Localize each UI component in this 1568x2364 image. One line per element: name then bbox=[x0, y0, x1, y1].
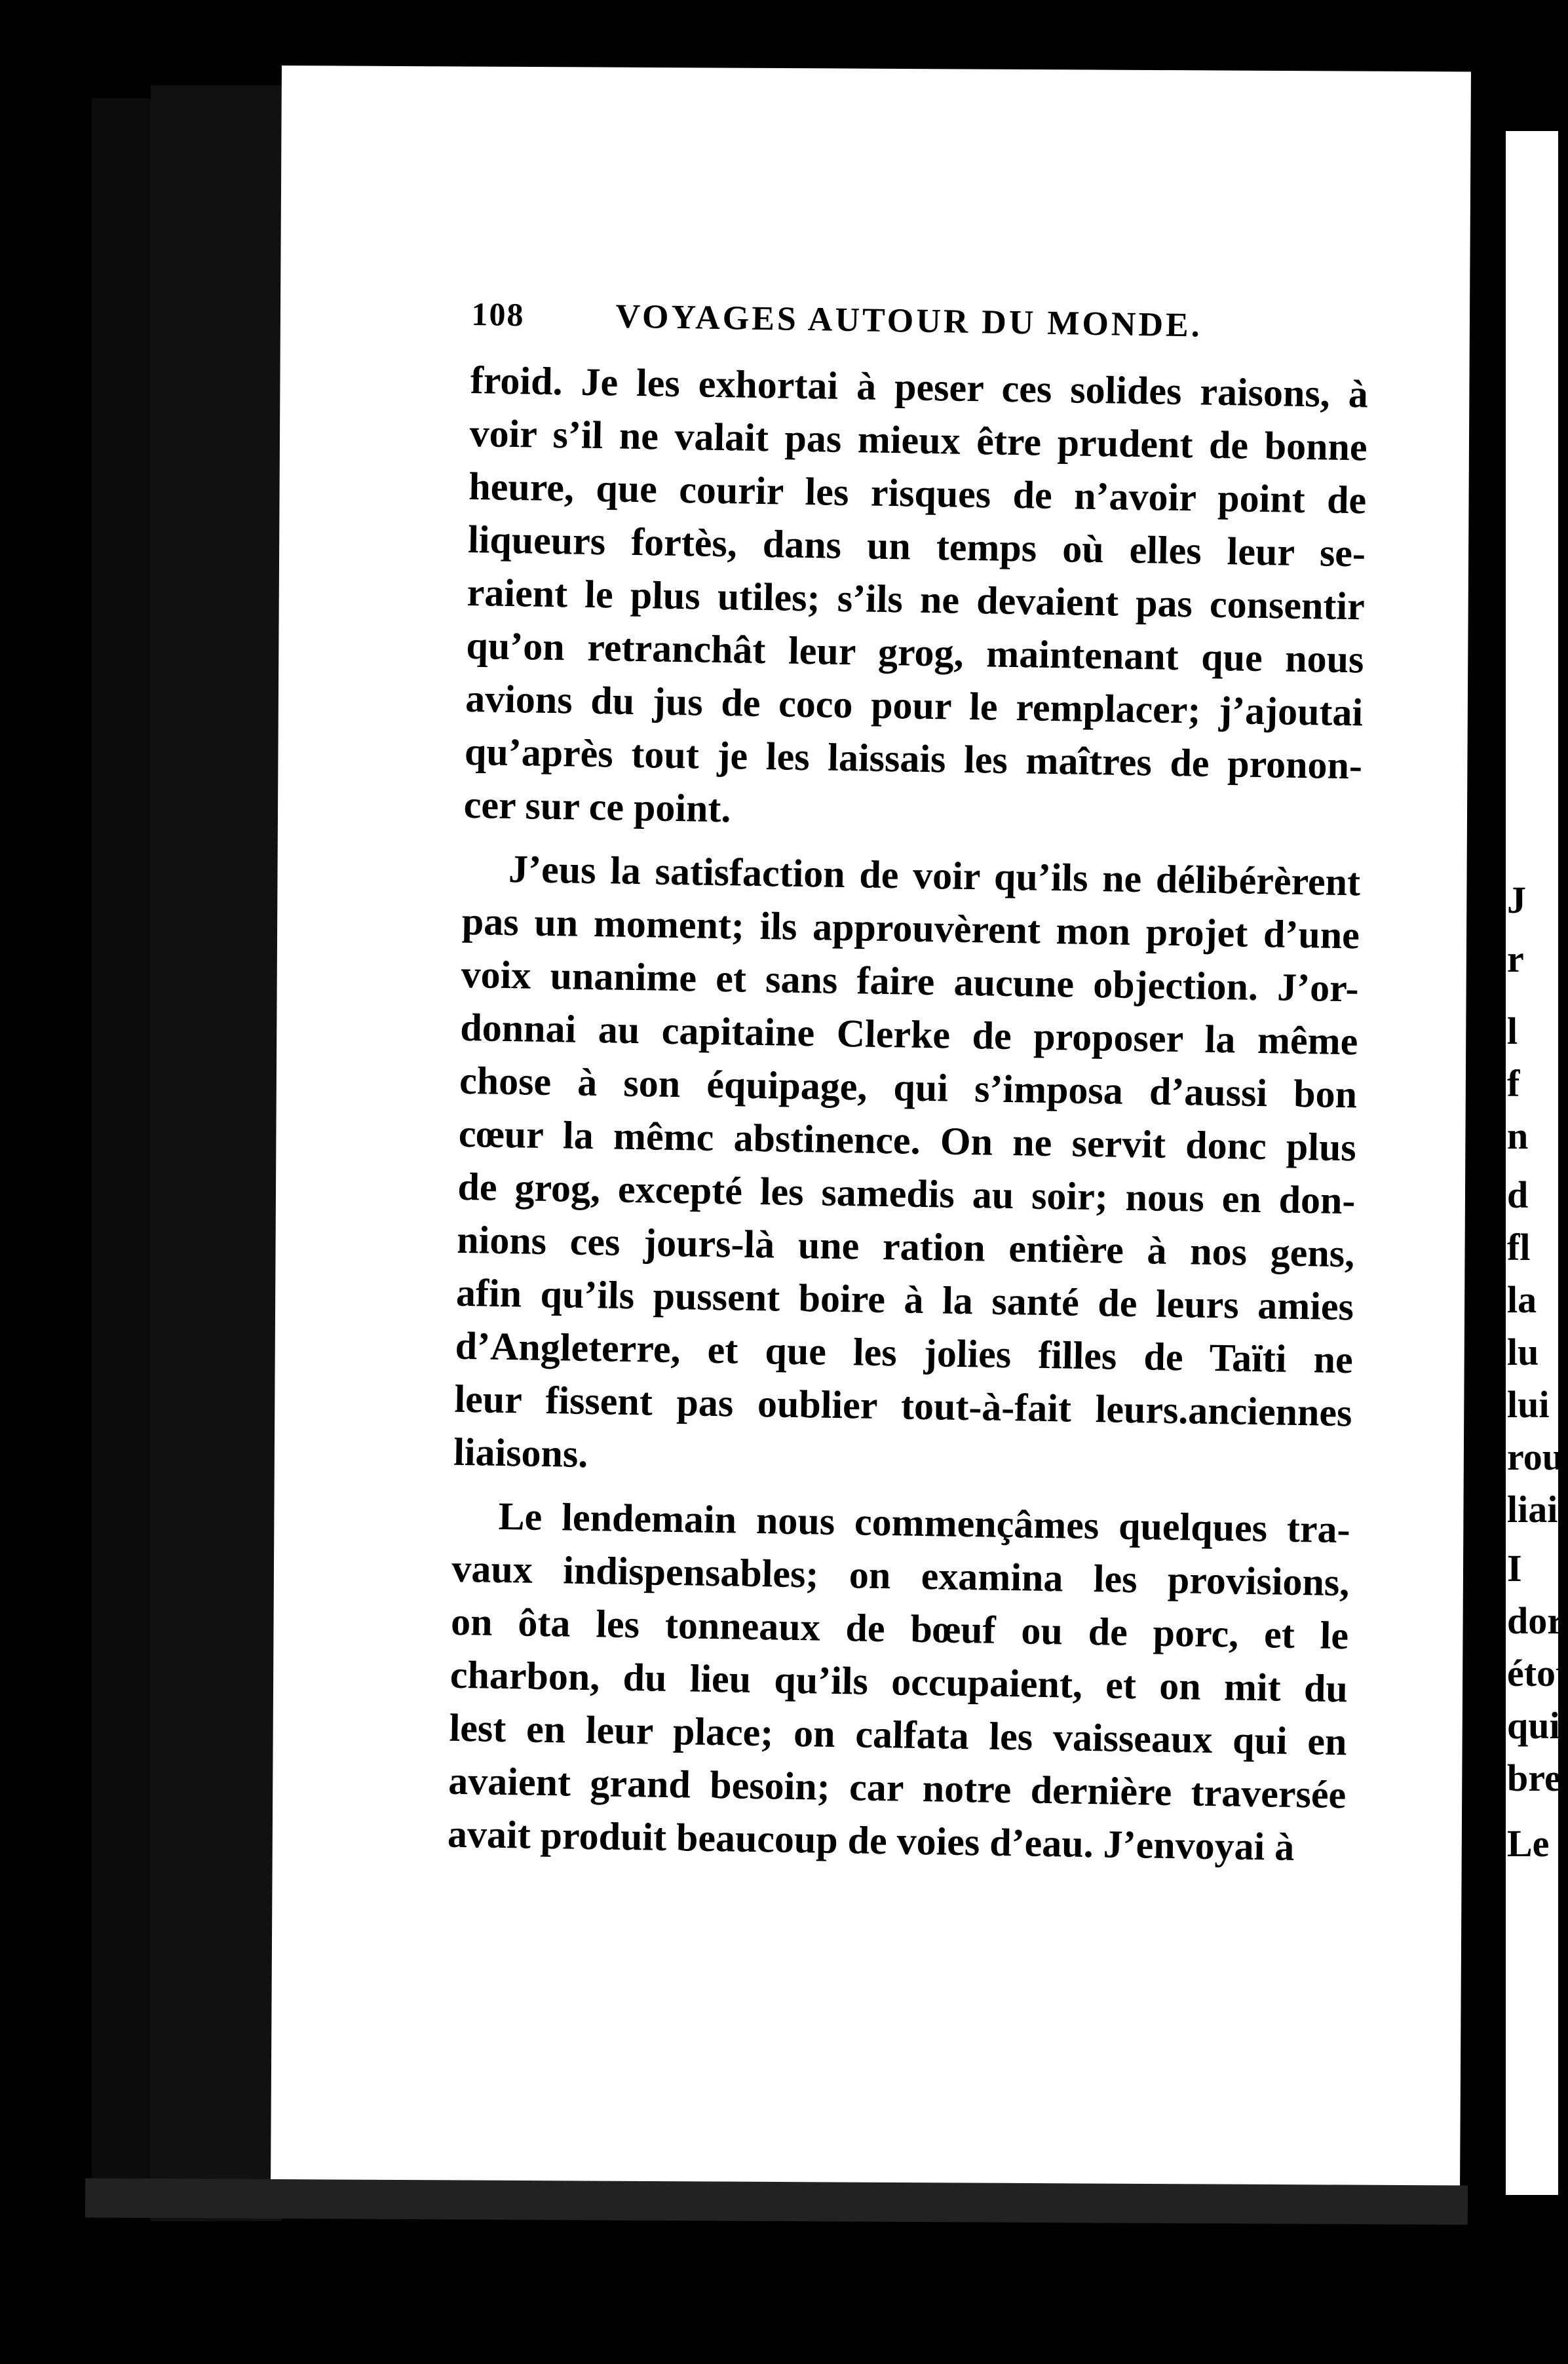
gutter-shadow bbox=[1468, 98, 1507, 2228]
text-line: vaux indispensables; on examina les provisions, bbox=[451, 1546, 1350, 1605]
adjacent-page-fragment: d bbox=[1507, 1173, 1529, 1216]
adjacent-page-fragment: lui bbox=[1507, 1383, 1550, 1426]
text-line: voir s’il ne valait pas mieux être prudent de bonne bbox=[469, 411, 1368, 469]
text-block bbox=[447, 295, 1369, 1875]
adjacent-page-fragment: fl bbox=[1507, 1226, 1531, 1268]
adjacent-page-fragment: Le bbox=[1507, 1822, 1550, 1865]
text-line: J’eus la satisfaction de voir qu’ils ne délibérèrent bbox=[508, 847, 1361, 904]
text-line: chose à son équipage, qui s’imposa d’aussi bon bbox=[459, 1058, 1358, 1116]
page-number: 108 bbox=[471, 295, 525, 334]
text-line: d’Angleterre, et que les jolies filles de Taïti ne bbox=[455, 1324, 1354, 1382]
text-line: pas un moment; ils approuvèrent mon projet d’une bbox=[461, 899, 1360, 957]
text-line: froid. Je les exhortai à peser ces solides raisons, à bbox=[470, 358, 1369, 416]
page-edge-shadow bbox=[151, 85, 282, 2221]
running-title: VOYAGES AUTOUR DU MONDE. bbox=[615, 297, 1203, 345]
adjacent-page-fragment: la bbox=[1507, 1278, 1537, 1321]
text-line: heure, que courir les risques de n’avoir point de bbox=[468, 464, 1367, 522]
adjacent-page-fragment: l bbox=[1507, 1010, 1518, 1052]
text-line: lest en leur place; on calfata les vaisseaux qui en bbox=[449, 1706, 1347, 1764]
paragraph bbox=[463, 354, 1368, 845]
adjacent-page-fragment: J bbox=[1507, 879, 1526, 921]
adjacent-page-fragment: étot bbox=[1507, 1652, 1568, 1694]
adjacent-page-fragment: I bbox=[1507, 1547, 1522, 1590]
text-line: Le lendemain nous commençâmes quelques tra- bbox=[498, 1494, 1351, 1552]
text-line: liaisons. bbox=[453, 1430, 588, 1476]
binding-shadow bbox=[92, 98, 157, 2195]
adjacent-page-fragment: qui bbox=[1507, 1704, 1560, 1747]
text-line: avaient grand besoin; car notre dernière traversée bbox=[448, 1759, 1347, 1817]
adjacent-page-fragment: r bbox=[1507, 938, 1524, 980]
text-line: cœur la mêmc abstinence. On ne servit donc plus bbox=[458, 1111, 1357, 1170]
body-text bbox=[447, 354, 1368, 1875]
adjacent-page-fragment: dor bbox=[1507, 1599, 1564, 1642]
text-line: voix unanime et sans faire aucune objection. J’or- bbox=[461, 952, 1360, 1010]
adjacent-page-fragment: liai bbox=[1507, 1488, 1558, 1531]
adjacent-page-fragment: rou bbox=[1507, 1436, 1563, 1478]
text-line: donnai au capitaine Clerke de proposer la même bbox=[459, 1005, 1358, 1063]
adjacent-page-fragment: f bbox=[1507, 1062, 1520, 1105]
text-line: cer sur ce point. bbox=[463, 782, 731, 831]
text-line: liqueurs fortès, dans un temps où elles leur se- bbox=[467, 517, 1366, 575]
paragraph bbox=[447, 1489, 1350, 1875]
text-line: leur fissent pas oublier tout-à-fait leurs.anciennes bbox=[454, 1377, 1352, 1435]
text-line: avions du jus de coco pour le remplacer; j’ajoutai bbox=[465, 676, 1364, 734]
text-line: raient le plus utiles; s’ils ne devaient pas consentir bbox=[467, 570, 1366, 628]
page-bottom-edge bbox=[85, 2178, 1468, 2224]
text-line: afin qu’ils pussent boire à la santé de leurs amies bbox=[455, 1270, 1354, 1329]
text-line: qu’on retranchât leur grog, maintenant que nous bbox=[466, 623, 1364, 681]
adjacent-page-fragment: lu bbox=[1507, 1331, 1539, 1373]
adjacent-page-fragment: n bbox=[1507, 1115, 1529, 1157]
text-line: de grog, excepté les samedis au soir; nous en don- bbox=[457, 1164, 1356, 1223]
paragraph bbox=[453, 842, 1361, 1493]
text-line: qu’après tout je les laissais les maîtres de pronon- bbox=[464, 729, 1363, 788]
adjacent-page bbox=[1506, 131, 1558, 2195]
text-line: nions ces jours-là une ration entière à nos gens, bbox=[456, 1217, 1355, 1276]
text-line: avait produit beaucoup de voies d’eau. J’envoyai à bbox=[447, 1812, 1295, 1869]
text-line: charbon, du lieu qu’ils occupaient, et on mit du bbox=[449, 1652, 1348, 1711]
adjacent-page-fragment: bre bbox=[1507, 1757, 1561, 1799]
text-line: on ôta les tonneaux de bœuf ou de porc, et le bbox=[450, 1599, 1349, 1658]
